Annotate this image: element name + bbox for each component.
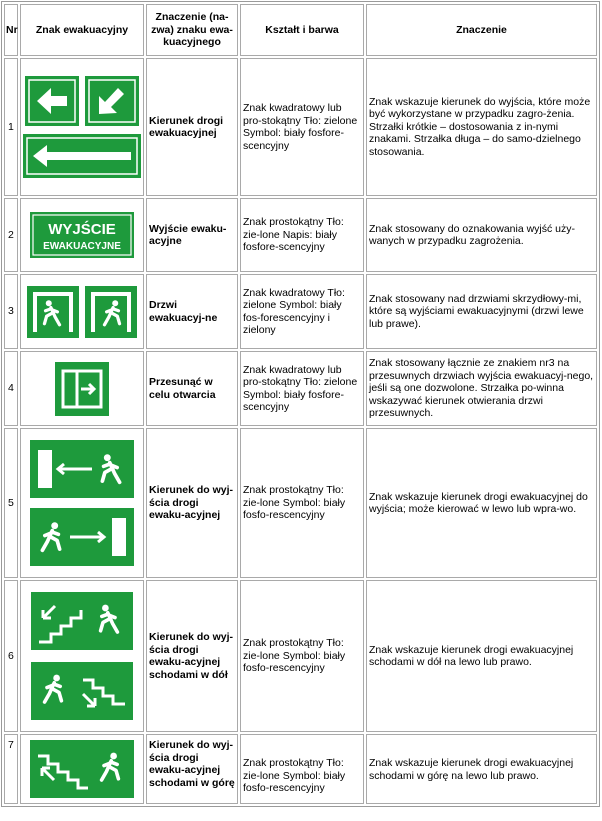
row-number: 1 bbox=[4, 58, 18, 196]
table-row bbox=[4, 351, 597, 426]
long-arrow-left-sign bbox=[23, 134, 141, 178]
stairs-down-right-sign bbox=[31, 662, 133, 720]
sign-name: Kierunek do wyj-ścia drogi ewaku-acyjnej schodami w górę bbox=[146, 734, 238, 804]
sign-meaning: Znak wskazuje kierunek drogi ewakuacyjnej schodami w dół na lewo lub prawo. bbox=[366, 580, 597, 732]
row-number: 4 bbox=[4, 351, 18, 426]
sign-cell bbox=[20, 274, 144, 349]
sign-cell bbox=[20, 58, 144, 196]
sign-meaning: Znak stosowany do oznakowania wyjść uży-wanych w przypadku zagrożenia. bbox=[366, 198, 597, 272]
sign-name: Kierunek drogi ewakuacyjnej bbox=[146, 58, 238, 196]
sign-name: Kierunek do wyj-ścia drogi ewaku-acyjnej schodami w dół bbox=[146, 580, 238, 732]
exit-door-left-sign bbox=[27, 286, 79, 338]
table-row bbox=[4, 580, 597, 732]
sign-cell bbox=[20, 198, 144, 272]
sign-shape: Znak prostokątny Tło: zie-lone Napis: biały fosfore-scencyjny bbox=[240, 198, 364, 272]
sign-name: Drzwi ewakuacyj-ne bbox=[146, 274, 238, 349]
header-nr: Nr bbox=[4, 4, 18, 56]
row-number: 3 bbox=[4, 274, 18, 349]
row-number: 6 bbox=[4, 580, 18, 732]
sign-meaning: Znak stosowany nad drzwiami skrzydłowy-mi, które są wyjściami ewakuacyjnymi (drzwi lewe lub prawe). bbox=[366, 274, 597, 349]
sign-shape: Znak kwadratowy lub pro-stokątny Tło: zielone Symbol: biały fosfore-scencyjny bbox=[240, 351, 364, 426]
exit-text-sign bbox=[30, 212, 134, 258]
table-row bbox=[4, 734, 597, 804]
sign-meaning: Znak wskazuje kierunek drogi ewakuacyjnej do wyjścia; może kierować w lewo lub wpra-wo. bbox=[366, 428, 597, 578]
sign-shape: Znak kwadratowy Tło: zielone Symbol: biały fos-forescencyjny i zielony bbox=[240, 274, 364, 349]
row-number: 5 bbox=[4, 428, 18, 578]
sign-text-exit: WYJŚCIE bbox=[48, 221, 116, 238]
sign-meaning: Znak stosowany łącznie ze znakiem nr3 na przesuwnych drzwiach wyjścia ewakuacyj-nego, jeśli są one dozwolone. Strzałka po-winna wskazywać kierunek otwierania drzwi przesuwnych. bbox=[366, 351, 597, 426]
sign-cell bbox=[20, 734, 144, 804]
sign-shape: Znak prostokątny Tło: zie-lone Symbol: biały fosfo-rescencyjny bbox=[240, 580, 364, 732]
row-number: 7 bbox=[4, 734, 18, 804]
sign-meaning: Znak wskazuje kierunek drogi ewakuacyjnej schodami w górę na lewo lub prawo. bbox=[366, 734, 597, 804]
arrow-left-sign bbox=[25, 76, 79, 126]
header-sign: Znak ewakuacyjny bbox=[20, 4, 144, 56]
stairs-down-left-sign bbox=[31, 592, 133, 650]
sign-cell bbox=[20, 428, 144, 578]
header-meaning: Znaczenie bbox=[366, 4, 597, 56]
evacuation-signs-table bbox=[1, 1, 600, 807]
sign-shape: Znak kwadratowy lub pro-stokątny Tło: zielone Symbol: biały fosfore-scencyjny bbox=[240, 58, 364, 196]
sign-name: Przesunąć w celu otwarcia bbox=[146, 351, 238, 426]
sign-cell bbox=[20, 351, 144, 426]
arrow-down-left-sign bbox=[85, 76, 139, 126]
table-row bbox=[4, 274, 597, 349]
table-row bbox=[4, 198, 597, 272]
header-shape: Kształt i barwa bbox=[240, 4, 364, 56]
header-name: Znaczenie (na-zwa) znaku ewa-kuacyjnego bbox=[146, 4, 238, 56]
exit-door-right-sign bbox=[85, 286, 137, 338]
stairs-up-left-sign bbox=[30, 740, 134, 798]
header-row bbox=[4, 4, 597, 56]
sign-shape: Znak prostokątny Tło: zie-lone Symbol: biały fosfo-rescencyjny bbox=[240, 428, 364, 578]
sign-meaning: Znak wskazuje kierunek do wyjścia, które może być wykorzystane w przypadku zagro-żenia. Strzałki krótkie – dostosowania z in-nymi znakami. Strzałka długa – do samo-dzielnego stosowania. bbox=[366, 58, 597, 196]
exit-right-direction-sign bbox=[30, 508, 134, 566]
sign-name: Kierunek do wyj-ścia drogi ewaku-acyjnej bbox=[146, 428, 238, 578]
table-row bbox=[4, 58, 597, 196]
sign-name: Wyjście ewaku-acyjne bbox=[146, 198, 238, 272]
sign-shape: Znak prostokątny Tło: zie-lone Symbol: biały fosfo-rescencyjny bbox=[240, 734, 364, 804]
row-number: 2 bbox=[4, 198, 18, 272]
sign-text-evacuation: EWAKUACYJNE bbox=[43, 241, 121, 252]
table-row bbox=[4, 428, 597, 578]
exit-left-direction-sign bbox=[30, 440, 134, 498]
sign-cell bbox=[20, 580, 144, 732]
slide-to-open-sign bbox=[55, 362, 109, 416]
